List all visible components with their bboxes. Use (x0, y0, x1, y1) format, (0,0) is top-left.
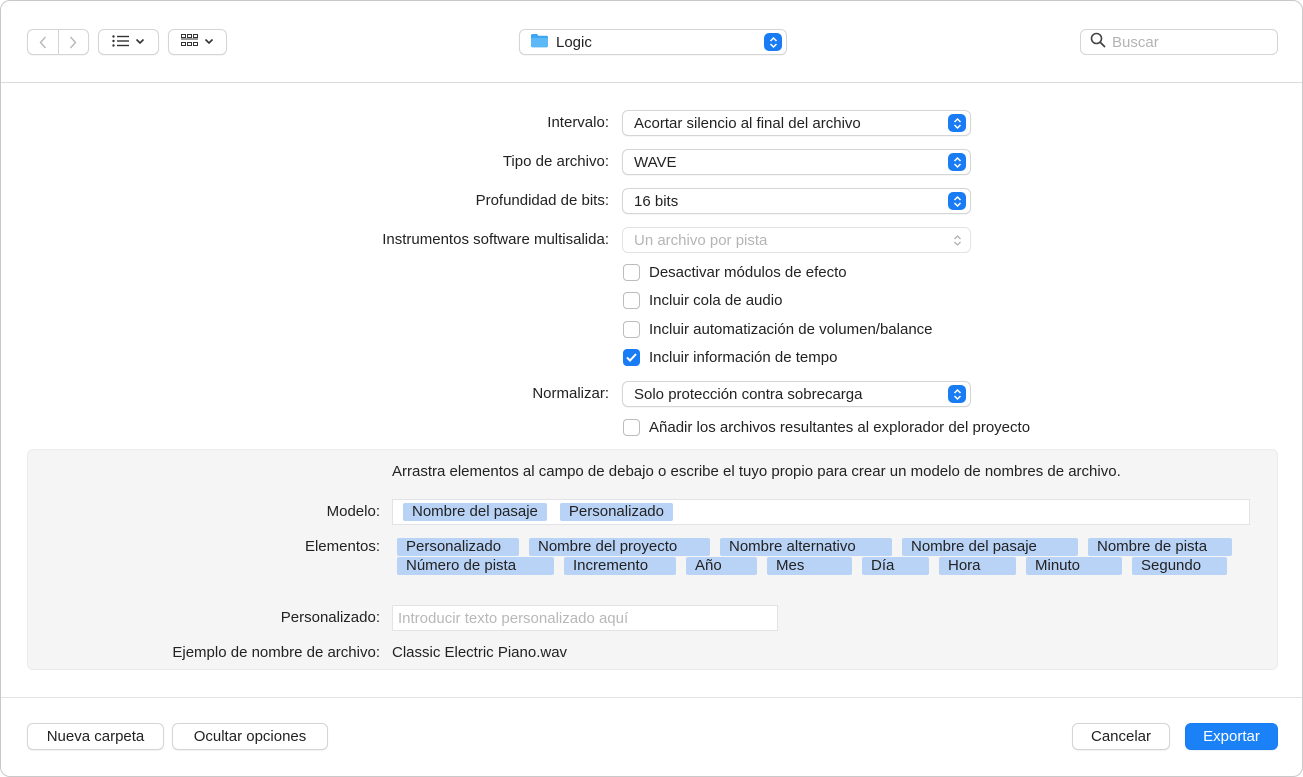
location-label: Logic (556, 33, 592, 51)
multi-output-label: Instrumentos software multisalida: (382, 231, 609, 248)
model-field[interactable] (392, 499, 1250, 525)
group-button[interactable] (168, 29, 227, 55)
checkbox-label: Incluir automatización de volumen/balance (649, 321, 933, 338)
element-token[interactable]: Minuto (1026, 557, 1122, 575)
range-popup[interactable] (622, 110, 971, 136)
element-token[interactable]: Nombre del proyecto (529, 538, 710, 556)
range-label: Intervalo: (547, 114, 609, 131)
grid-icon (181, 34, 198, 51)
cancel-button[interactable]: Cancelar (1072, 723, 1170, 750)
element-token[interactable]: Hora (939, 557, 1016, 575)
element-token[interactable]: Nombre del pasaje (902, 538, 1078, 556)
chevron-down-icon (135, 37, 145, 48)
element-token[interactable]: Incremento (564, 557, 676, 575)
element-tokens (397, 538, 1252, 575)
up-down-stepper-icon (948, 385, 966, 403)
naming-instructions: Arrastra elementos al campo de debajo o escribe el tuyo propio para crear un modelo de nombres de archivo. (392, 463, 1121, 480)
normalize-value: Solo protección contra sobrecarga (634, 385, 863, 403)
up-down-stepper-icon (948, 153, 966, 171)
back-icon[interactable] (28, 30, 58, 54)
location-popup[interactable] (519, 29, 787, 55)
file-type-label: Tipo de archivo: (502, 153, 609, 170)
checkbox-include-audio-tail[interactable] (623, 292, 782, 309)
multi-output-value: Un archivo por pista (634, 231, 768, 249)
element-token[interactable]: Nombre alternativo (720, 538, 892, 556)
view-mode-button[interactable] (98, 29, 159, 55)
example-label: Ejemplo de nombre de archivo: (172, 644, 380, 661)
export-button[interactable]: Exportar (1185, 723, 1278, 750)
up-down-stepper-icon (948, 114, 966, 132)
custom-label: Personalizado: (280, 609, 380, 626)
up-down-stepper-icon (948, 231, 966, 249)
forward-icon[interactable] (59, 30, 89, 54)
checkbox-box[interactable] (623, 264, 640, 281)
up-down-stepper-icon (764, 33, 782, 51)
nav-button-group (27, 29, 89, 55)
normalize-label: Normalizar: (532, 385, 609, 402)
checkbox-include-tempo[interactable] (623, 349, 837, 366)
checkbox-box[interactable] (623, 292, 640, 309)
model-label: Modelo: (326, 503, 380, 520)
elements-label: Elementos: (304, 538, 380, 555)
checkbox-box[interactable] (623, 321, 640, 338)
checkbox-label: Desactivar módulos de efecto (649, 264, 847, 281)
element-token[interactable]: Año (686, 557, 757, 575)
file-type-popup[interactable] (622, 149, 971, 175)
element-token[interactable]: Día (862, 557, 929, 575)
model-token[interactable]: Personalizado (560, 503, 673, 521)
element-token[interactable]: Segundo (1132, 557, 1227, 575)
new-folder-button[interactable]: Nueva carpeta (27, 723, 164, 750)
element-token[interactable]: Personalizado (397, 538, 519, 556)
list-view-icon (112, 34, 129, 51)
checkbox-label: Incluir información de tempo (649, 349, 838, 366)
divider (1, 697, 1302, 698)
multi-output-popup (622, 227, 971, 253)
range-value: Acortar silencio al final del archivo (634, 114, 861, 132)
checkbox-include-automation[interactable] (623, 321, 933, 338)
checkbox-bypass-effects[interactable] (623, 264, 847, 281)
file-type-value: WAVE (634, 153, 677, 171)
file-naming-panel (27, 449, 1278, 670)
checkbox-box[interactable] (623, 419, 640, 436)
folder-icon (530, 33, 549, 52)
element-token[interactable]: Número de pista (397, 557, 554, 575)
bit-depth-label: Profundidad de bits: (475, 192, 609, 209)
checkmark-icon[interactable] (623, 349, 640, 366)
model-token[interactable]: Nombre del pasaje (403, 503, 547, 521)
chevron-down-icon (204, 37, 214, 48)
custom-text-input[interactable] (392, 605, 778, 631)
element-token[interactable]: Mes (767, 557, 852, 575)
element-token[interactable]: Nombre de pista (1088, 538, 1232, 556)
checkbox-label: Añadir los archivos resultantes al explorador del proyecto (649, 419, 1031, 436)
checkbox-label: Incluir cola de audio (649, 292, 783, 309)
up-down-stepper-icon (948, 192, 966, 210)
example-filename: Classic Electric Piano.wav (392, 644, 568, 661)
checkbox-add-to-browser[interactable] (623, 419, 1030, 436)
hide-options-button[interactable]: Ocultar opciones (172, 723, 328, 750)
search-field[interactable] (1080, 29, 1278, 55)
toolbar (1, 1, 1302, 83)
normalize-popup[interactable] (622, 381, 971, 407)
search-input[interactable] (1112, 34, 1262, 51)
search-icon (1090, 32, 1106, 52)
bit-depth-value: 16 bits (634, 192, 679, 210)
bit-depth-popup[interactable] (622, 188, 971, 214)
